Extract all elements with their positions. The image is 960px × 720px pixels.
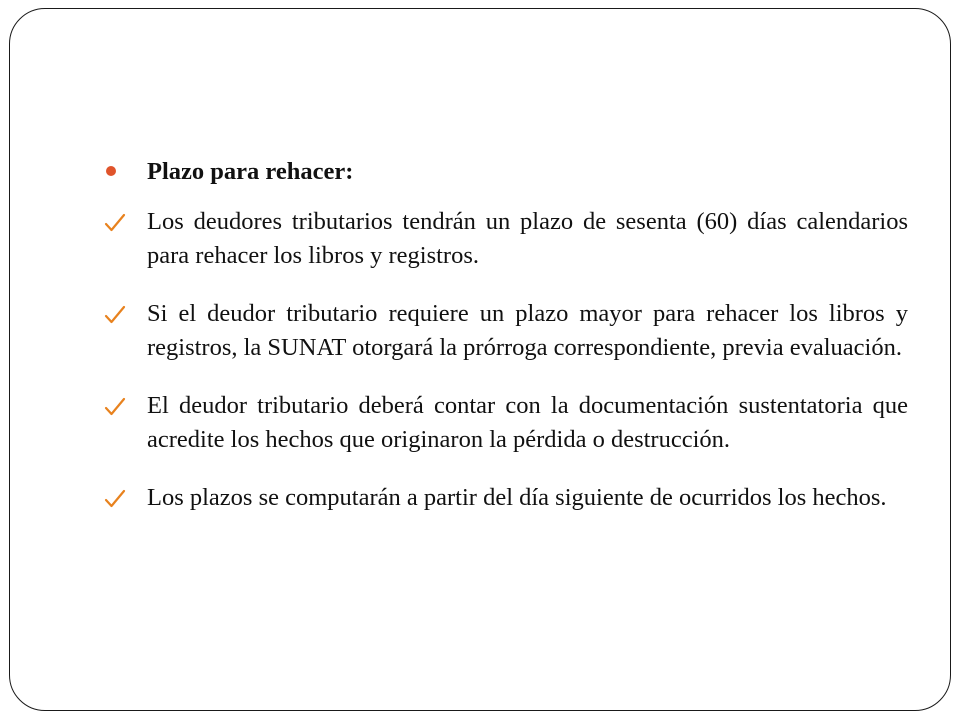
slide-heading: Plazo para rehacer: [147, 158, 354, 185]
list-item [104, 389, 908, 457]
list-item [104, 205, 908, 273]
heading-row [104, 155, 908, 189]
checkmark-icon [104, 213, 126, 233]
list-item-text: Los plazos se computarán a partir del día siguiente de ocurridos los hechos. [147, 484, 887, 511]
list-item-text: El deudor tributario deberá contar con la documentación sustentatoria que acredite los hechos que originaron la pérdida o destrucción. [147, 392, 908, 453]
bullet-dot-icon [106, 166, 116, 176]
checkmark-icon [104, 489, 126, 509]
list-item-text: Los deudores tributarios tendrán un plazo de sesenta (60) días calendarios para rehacer los libros y registros. [147, 208, 908, 269]
checkmark-icon [104, 305, 126, 325]
checkmark-icon [104, 397, 126, 417]
list-item [104, 481, 908, 515]
list-item-text: Si el deudor tributario requiere un plazo mayor para rehacer los libros y registros, la SUNAT otorgará la prórroga correspondiente, previa evaluación. [147, 300, 908, 361]
slide-content [104, 155, 908, 515]
list-item [104, 297, 908, 365]
